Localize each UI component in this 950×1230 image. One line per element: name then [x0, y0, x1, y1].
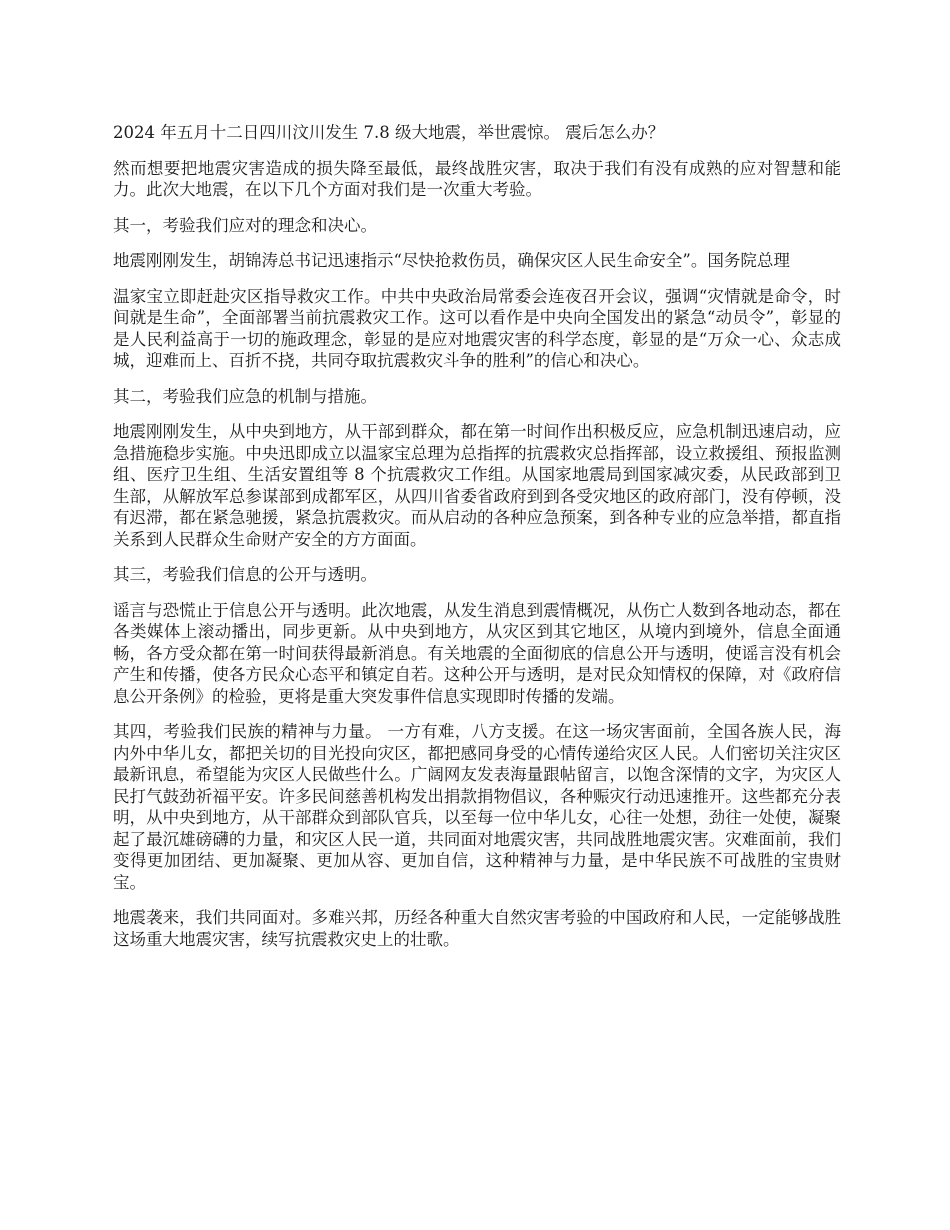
paragraph-2: 地震刚刚发生，从中央到地方，从干部到群众，都在第一时间作出积极反应，应急机制迅速启动，应急措施稳步实施。中央迅即成立以温家宝总理为总指挥的抗震救灾总指挥部，设立救援组、预报监测组、医疗卫生组、生活安置组等 8 个抗震救灾工作组。从国家地震局到国家减灾委，从民政部到卫生部，从解放军总参谋部到成都军区，从四川省委省政府到到各受灾地区的政府部门，没有停顿，没有迟滞，都在紧急驰援，紧急抗震救灾。而从启动的各种应急预案，到各种专业的应急举措，都直指关系到人民群众生命财产安全的方方面面。 — [113, 422, 841, 549]
section-heading-3: 其三，考验我们信息的公开与透明。 — [113, 565, 377, 584]
paragraph-conclusion: 地震袭来，我们共同面对。多难兴邦，历经各种重大自然灾害考验的中国政府和人民，一定能够战胜这场重大地震灾害，续写抗震救灾史上的壮歌。 — [113, 908, 841, 949]
paragraph-1b: 温家宝立即赶赴灾区指导救灾工作。中共中央政治局常委会连夜召开会议，强调“灾情就是命令，时间就是生命”，全面部署当前抗震救灾工作。这可以看作是中央向全国发出的紧急“动员令”，彰显的是人民利益高于一切的施政理念，彰显的是应对地震灾害的科学态度，彰显的是“万众一心、众志成城，迎难而上、百折不挠，共同夺取抗震救灾斗争的胜利”的信心和决心。 — [113, 286, 841, 370]
paragraph-3: 谣言与恐慌止于信息公开与透明。此次地震，从发生消息到震情概况，从伤亡人数到各地动态，都在各类媒体上滚动播出，同步更新。从中央到地方，从灾区到其它地区，从境内到境外，信息全面通畅，各方受众都在第一时间获得最新消息。有关地震的全面彻底的信息公开与透明，使谣言没有机会产生和传播，使各方民众心态平和镇定自若。这种公开与透明，是对民众知情权的保障，对《政府信息公开条例》的检验，更将是重大突发事件信息实现即时传播的发端。 — [113, 600, 841, 706]
paragraph-overview: 然而想要把地震灾害造成的损失降至最低，最终战胜灾害，取决于我们有没有成熟的应对智慧和能力。此次大地震，在以下几个方面对我们是一次重大考验。 — [113, 158, 841, 199]
section-heading-2: 其二，考验我们应急的机制与措施。 — [113, 386, 377, 406]
intro-line: 2024 年五月十二日四川汶川发生 7.8 级大地震，举世震惊。 震后怎么办？ — [113, 123, 665, 142]
document-body — [113, 122, 841, 964]
paragraph-1a: 地震刚刚发生，胡锦涛总书记迅速指示“尽快抢救伤员，确保灾区人民生命安全”。国务院总理 — [113, 251, 790, 270]
paragraph-4: 其四，考验我们民族的精神与力量。 一方有难，八方支援。在这一场灾害面前，全国各族人民，海内外中华儿女，都把关切的目光投向灾区，都把感同身受的心情传递给灾区人民。人们密切关注灾区最新讯息，希望能为灾区人民做些什么。广阔网友发表海量跟帖留言，以饱含深情的文字，为灾区人民打气鼓劲祈福平安。许多民间慈善机构发出捐款捐物倡议，各种赈灾行动迅速推开。这些都充分表明，从中央到地方，从干部群众到部队官兵，以至每一位中华儿女，心往一处想，劲往一处使，凝聚起了最沉雄磅礴的力量，和灾区人民一道，共同面对地震灾害，共同战胜地震灾害。灾难面前，我们变得更加团结、更加凝聚、更加从容、更加自信，这种精神与力量，是中华民族不可战胜的宝贵财宝。 — [113, 722, 841, 892]
section-heading-1: 其一，考验我们应对的理念和决心。 — [113, 215, 377, 235]
